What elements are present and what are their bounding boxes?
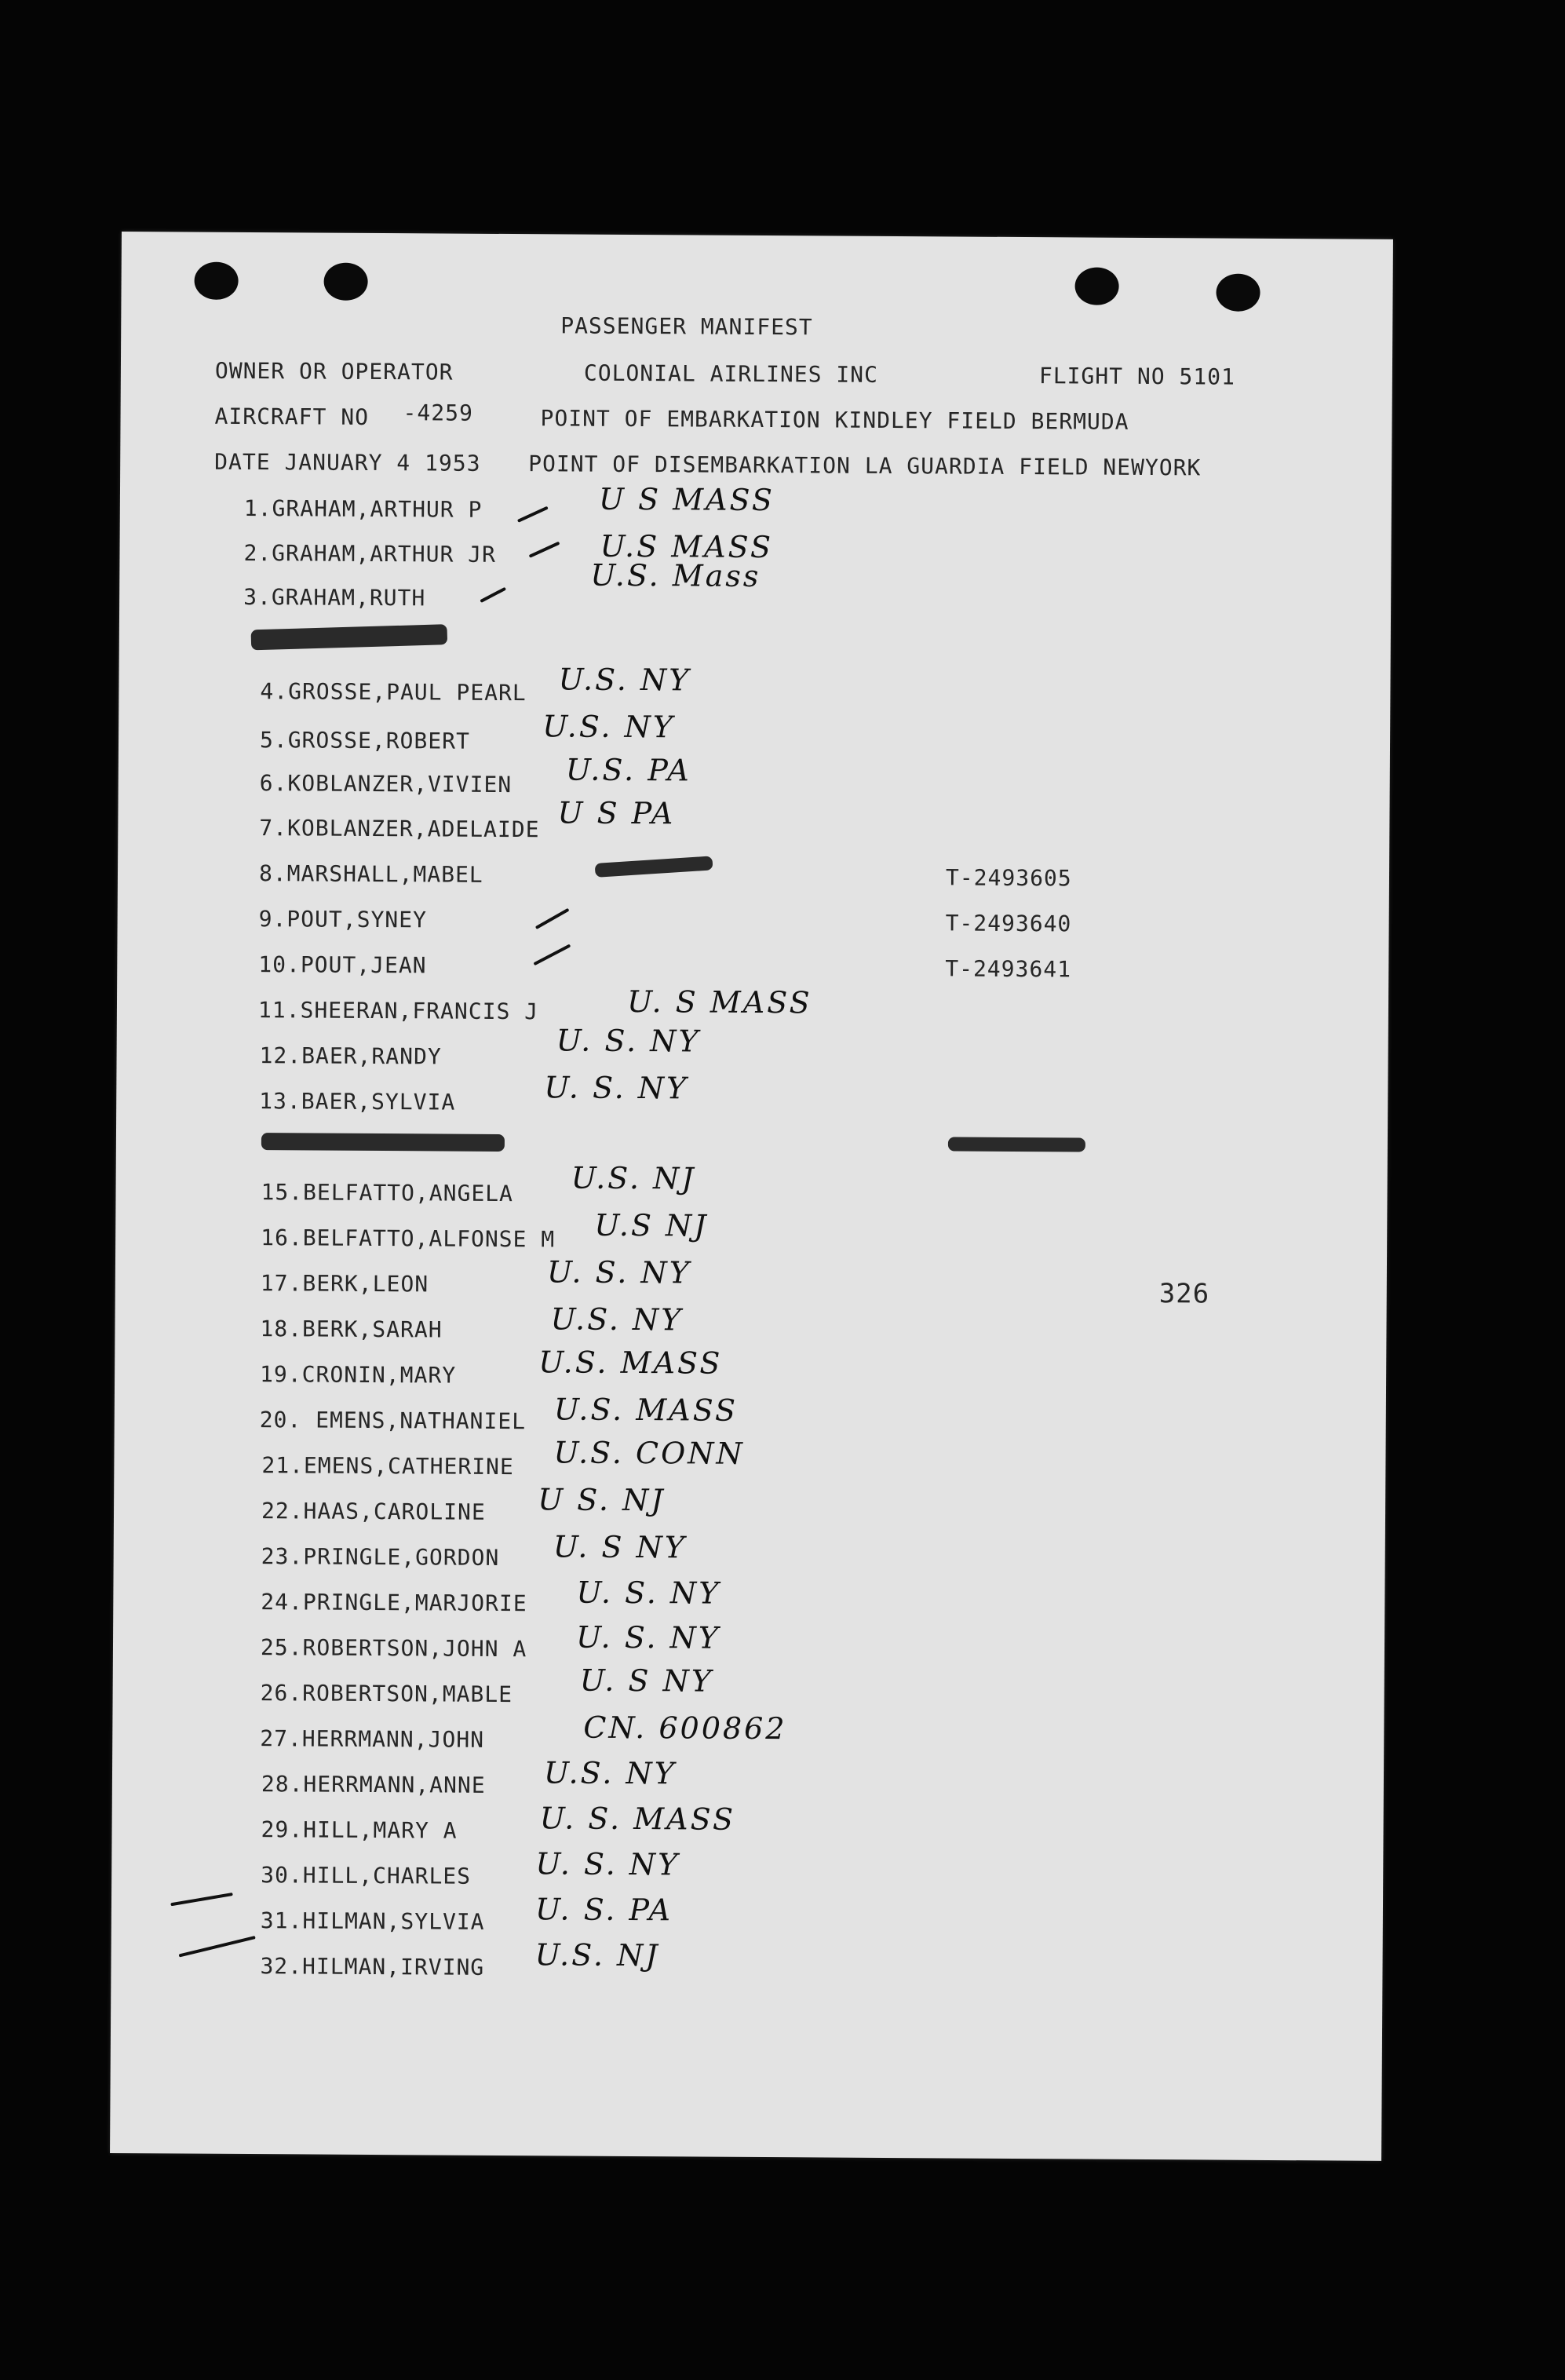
- passenger-note: U.S NJ: [594, 1207, 709, 1243]
- passenger-note: U.S. NJ: [571, 1160, 696, 1196]
- passenger-note: U.S. CONN: [553, 1435, 745, 1471]
- passenger-name: 25.ROBERTSON,JOHN A: [260, 1634, 527, 1663]
- punch-hole: [1074, 267, 1118, 305]
- passenger-note: U.S. MASS: [553, 1392, 739, 1428]
- check-mark: [480, 587, 506, 603]
- punch-hole: [323, 263, 367, 301]
- passenger-name: 28.HERRMANN,ANNE: [261, 1771, 486, 1798]
- check-mark: [179, 1936, 256, 1957]
- passenger-note: U.S. MASS: [538, 1345, 723, 1381]
- passenger-name: 12.BAER,RANDY: [259, 1042, 442, 1070]
- check-mark: [529, 542, 560, 558]
- struck-out-entry: [251, 624, 448, 650]
- passenger-name: 15.BELFATTO,ANGELA: [261, 1179, 514, 1207]
- passenger-name: 29.HILL,MARY A: [261, 1816, 458, 1844]
- passenger-note: U.S. NJ: [534, 1937, 660, 1973]
- passenger-name: 22.HAAS,CAROLINE: [261, 1498, 486, 1525]
- aircraft-label: AIRCRAFT NO: [214, 403, 370, 430]
- passenger-note: U.S. PA: [565, 752, 691, 788]
- passenger-note: U.S. NY: [543, 1755, 677, 1791]
- passenger-note: U. S. NY: [546, 1254, 691, 1290]
- airline-name: COLONIAL AIRLINES INC: [583, 360, 879, 388]
- check-mark: [517, 506, 549, 523]
- passenger-note: U. S. NY: [535, 1846, 680, 1882]
- passenger-note: U. S MASS: [626, 984, 812, 1020]
- passenger-name: 16.BELFATTO,ALFONSE M: [261, 1225, 556, 1253]
- ticket-number: T-2493605: [945, 864, 1072, 892]
- passenger-note: U. S. NY: [544, 1070, 689, 1106]
- passenger-name: 26.ROBERTSON,MABLE: [260, 1680, 513, 1708]
- passenger-note: U S MASS: [598, 481, 775, 518]
- passenger-note: U. S. MASS: [539, 1801, 736, 1837]
- passenger-note: U. S. PA: [534, 1892, 673, 1928]
- passenger-name: 31.HILMAN,SYLVIA: [260, 1907, 485, 1935]
- page-number: 326: [1158, 1278, 1210, 1310]
- aircraft-number: -4259: [403, 400, 473, 426]
- manifest-title: PASSENGER MANIFEST: [560, 312, 813, 341]
- check-mark: [533, 944, 571, 966]
- passenger-name: 24.PRINGLE,MARJORIE: [261, 1589, 527, 1617]
- passenger-name: 8.MARSHALL,MABEL: [258, 860, 483, 888]
- owner-label: OWNER OR OPERATOR: [214, 357, 454, 385]
- passenger-note: U. S NY: [579, 1663, 714, 1699]
- check-mark: [170, 1893, 233, 1906]
- passenger-name: 18.BERK,SARAH: [260, 1316, 443, 1343]
- passenger-note: U.S. Mass: [590, 557, 761, 593]
- passenger-note: U.S. NY: [550, 1301, 684, 1338]
- ticket-number: T-2493641: [945, 955, 1072, 983]
- manifest-date: DATE JANUARY 4 1953: [214, 448, 481, 476]
- struck-out-entry: [261, 1133, 505, 1152]
- passenger-note: U.S. NY: [542, 709, 676, 745]
- passenger-name: 1.GRAHAM,ARTHUR P: [243, 495, 483, 523]
- passenger-name: 20. EMENS,NATHANIEL: [259, 1407, 527, 1435]
- passenger-name: 23.PRINGLE,GORDON: [261, 1543, 500, 1571]
- passenger-name: 27.HERRMANN,JOHN: [260, 1725, 485, 1753]
- passenger-note: U.S. NY: [558, 662, 691, 698]
- passenger-name: 6.KOBLANZER,VIVIEN: [259, 770, 513, 798]
- check-mark: [535, 908, 570, 929]
- passenger-name: 17.BERK,LEON: [260, 1270, 429, 1298]
- passenger-name: 11.SHEERAN,FRANCIS J: [257, 997, 539, 1025]
- passenger-note: CN. 600862: [583, 1710, 787, 1747]
- passenger-name: 5.GROSSE,ROBERT: [259, 727, 471, 754]
- passenger-note: U.S MASS: [600, 528, 774, 565]
- passenger-name: 32.HILMAN,IRVING: [260, 1953, 485, 1980]
- passenger-note: U. S. NY: [556, 1023, 701, 1059]
- punch-hole: [1216, 274, 1260, 312]
- passenger-note: U. S NY: [553, 1529, 688, 1565]
- passenger-name: 4.GROSSE,PAUL PEARL: [260, 678, 527, 706]
- passenger-name: 21.EMENS,CATHERINE: [261, 1452, 514, 1480]
- struck-out-ticket: [948, 1137, 1085, 1152]
- passenger-name: 3.GRAHAM,RUTH: [243, 583, 426, 611]
- struck-out-note: [595, 856, 713, 878]
- passenger-name: 19.CRONIN,MARY: [260, 1361, 457, 1389]
- passenger-note: U S. NJ: [538, 1482, 666, 1518]
- punch-hole: [194, 262, 238, 300]
- passenger-name: 10.POUT,JEAN: [258, 951, 427, 979]
- manifest-sheet: [110, 232, 1393, 2161]
- passenger-note: U S PA: [557, 795, 676, 831]
- passenger-name: 2.GRAHAM,ARTHUR JR: [243, 539, 497, 568]
- ticket-number: T-2493640: [945, 910, 1072, 937]
- passenger-note: U. S. NY: [576, 1575, 721, 1611]
- disembarkation-point: POINT OF DISEMBARKATION LA GUARDIA FIELD NEWYORK: [528, 451, 1202, 481]
- embarkation-point: POINT OF EMBARKATION KINDLEY FIELD BERMUDA: [540, 405, 1129, 435]
- passenger-name: 7.KOBLANZER,ADELAIDE: [259, 815, 540, 843]
- passenger-name: 30.HILL,CHARLES: [261, 1862, 472, 1889]
- passenger-note: U. S. NY: [575, 1619, 721, 1655]
- flight-number: FLIGHT NO 5101: [1038, 363, 1236, 390]
- passenger-name: 13.BAER,SYLVIA: [259, 1088, 456, 1115]
- passenger-name: 9.POUT,SYNEY: [258, 906, 428, 933]
